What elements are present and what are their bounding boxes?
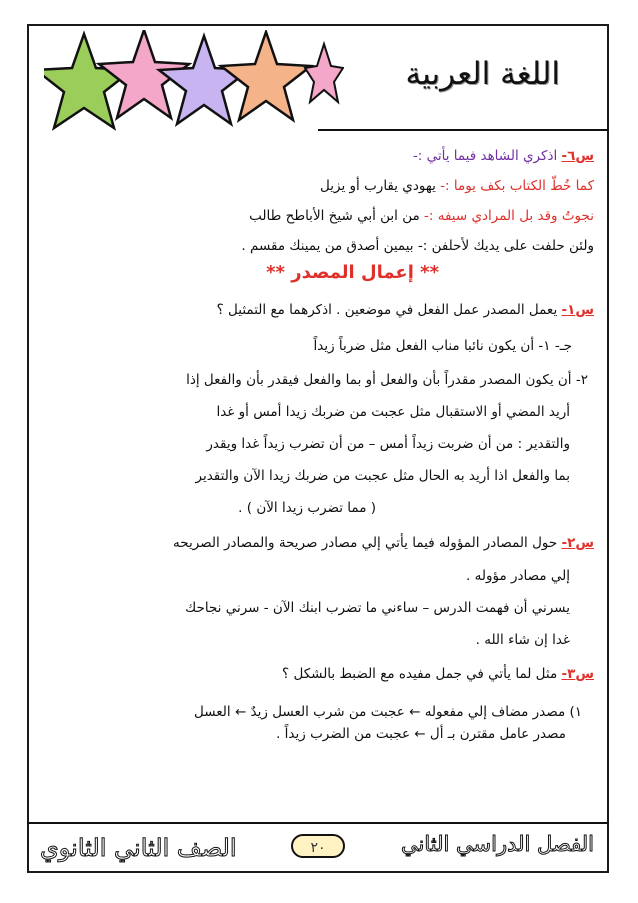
verse-1-first-half: كما خُطّ الكتاب بكف يوما :- <box>440 178 594 194</box>
page-number: ٢٠ <box>291 834 345 858</box>
answer-line: بما والفعل اذا أريد به الحال مثل عجبت من ضربك زيدا الآن والتقدير <box>195 468 570 484</box>
answer-line: أريد المضي أو الاستقبال مثل عجبت من ضربك زيدا أمس أو غدا <box>216 404 570 420</box>
question-text: مثل لما يأتي في جمل مفيده مع الضبط بالشكل ؟ <box>282 666 562 682</box>
page-title: اللغة العربية <box>405 56 560 92</box>
answer-line: مصدر عامل مقترن بـ أل ← عجبت من الضرب زيداً . <box>276 726 566 742</box>
verse-2-first-half: نجوتُ وقد بل المرادي سيفه :- <box>424 208 594 224</box>
question-text: اذكري الشاهد فيما يأتي :- <box>412 148 562 164</box>
verse-3: ولئن حلفت على يديك لأحلفن :- بيمين أصدق من يمينك مقسم . <box>241 238 594 254</box>
answer-line: والتقدير : من أن ضربت زيداً أمس – من أن تضرب زيداً غدا ويقدر <box>206 436 570 452</box>
star-lilac-icon <box>159 36 249 124</box>
footer-term: الفصل الدراسي الثاني <box>401 832 594 856</box>
question-label: س٢- <box>561 535 594 551</box>
question-label: س٣- <box>561 666 594 682</box>
section-heading: ** إعمال المصدر ** <box>266 262 439 283</box>
answer-line: ٢- أن يكون المصدر مقدراً بأن والفعل أو بما والفعل فيقدر بأن والفعل إذا <box>186 372 588 388</box>
question-text: حول المصادر المؤوله فيما يأتي إلي مصادر صريحة والمصادر الصريحه <box>173 535 562 551</box>
answer-line: ١) مصدر مضاف إلي مفعوله ← عجبت من شرب العسل زيدٌ ← العسل <box>194 704 582 720</box>
star-pink-small-icon <box>305 44 343 102</box>
verse-1 <box>320 178 594 194</box>
stars-decoration <box>44 30 344 142</box>
answer-line: يسرني أن فهمت الدرس – ساءني ما تضرب ابنك الآن - سرني نجاحك <box>185 600 570 616</box>
footer-grade: الصف الثاني الثانوي <box>40 834 237 862</box>
title-underline <box>318 129 609 131</box>
answer-line: إلي مصادر مؤوله . <box>466 568 570 584</box>
answer-line: ( مما تضرب زيدا الآن ) . <box>238 500 376 516</box>
question-3 <box>282 666 594 682</box>
question-label: س١- <box>561 302 594 318</box>
question-6 <box>413 148 594 164</box>
question-text: يعمل المصدر عمل الفعل في موضعين . اذكرهما مع التمثيل ؟ <box>216 302 562 318</box>
verse-2-second-half: من ابن أبي شيخ الأباطح طالب <box>249 208 425 224</box>
footer-divider <box>27 822 609 824</box>
answer-line: جـ- ١- أن يكون نائبا مناب الفعل مثل ضرباً زيداً <box>313 338 572 354</box>
star-orange-icon <box>221 32 311 120</box>
verse-1-second-half: يهودي يقارب أو يزيل <box>320 178 441 194</box>
question-label: س٦- <box>561 148 594 164</box>
question-1 <box>217 302 594 318</box>
verse-2 <box>249 208 594 224</box>
question-2 <box>173 535 594 551</box>
answer-line: غدا إن شاء الله . <box>475 632 570 648</box>
